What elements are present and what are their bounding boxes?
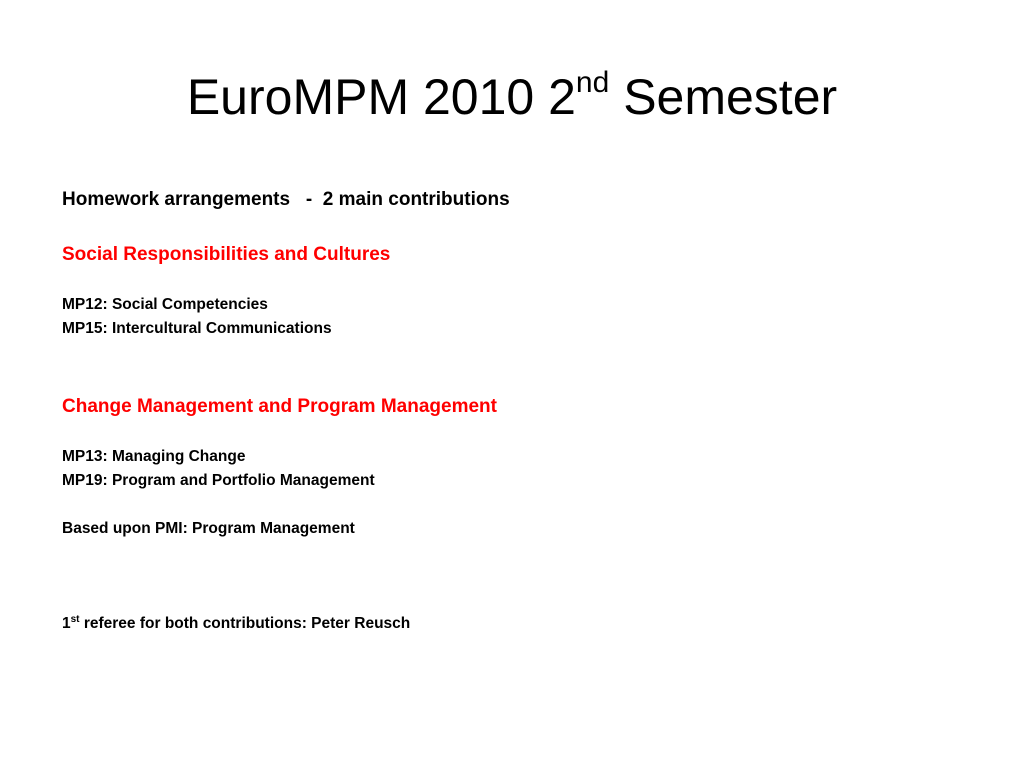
section2-item-mp13: MP13: Managing Change [62,448,246,465]
section2-heading: Change Management and Program Management [62,396,497,417]
referee-number: 1 [62,615,71,632]
slide-title-superscript: nd [575,66,610,99]
section1-item-mp12: MP12: Social Competencies [62,296,268,313]
homework-heading: Homework arrangements - 2 main contributions [62,189,510,210]
referee-superscript: st [70,614,80,625]
section1-item-mp15: MP15: Intercultural Communications [62,320,332,337]
section2-note: Based upon PMI: Program Management [62,520,355,537]
slide-title-tail: Semester [609,69,838,125]
slide-title-main: EuroMPM 2010 2 [186,69,576,125]
slide-body [62,186,962,637]
slide-title [0,62,1024,140]
referee-line [62,612,962,637]
referee-text: referee for both contributions: Peter Reusch [79,615,411,632]
section2-item-mp19: MP19: Program and Portfolio Management [62,472,375,489]
section1-heading: Social Responsibilities and Cultures [62,244,391,265]
